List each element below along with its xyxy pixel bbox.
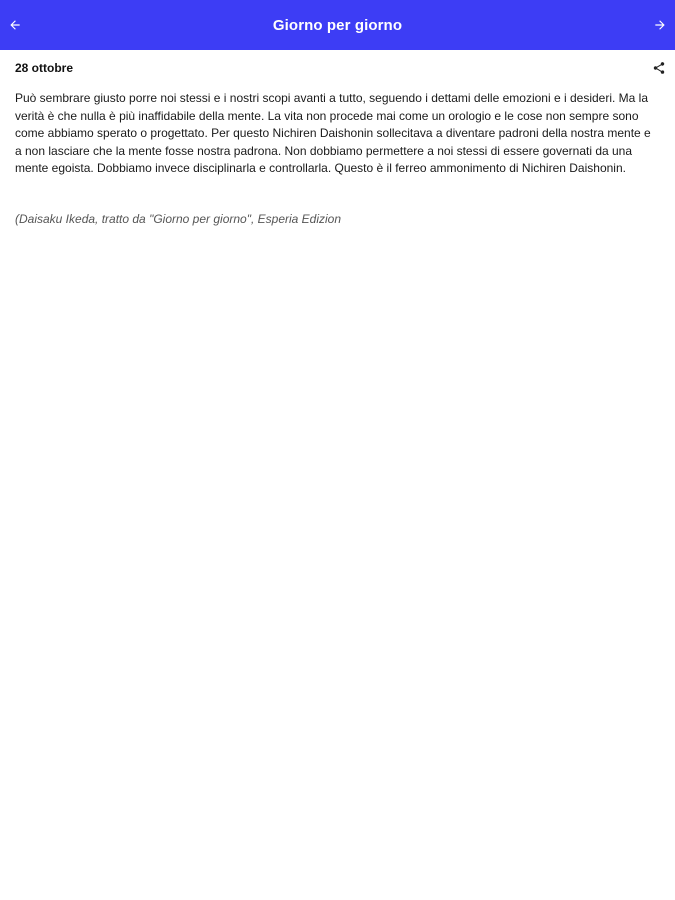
share-icon	[652, 61, 666, 75]
entry-content	[15, 50, 660, 226]
app-bar	[0, 0, 675, 50]
date-row	[15, 50, 660, 86]
arrow-right-icon	[653, 18, 667, 32]
page-title: Giorno per giorno	[272, 16, 403, 34]
entry-date: 28 ottobre	[15, 61, 74, 75]
entry-text: Può sembrare giusto porre noi stessi e i nostri scopi avanti a tutto, seguendo i dettami delle emozioni e i desideri. Ma la verità è che nulla è più inaffidabile della mente. La vita non procede mai come un orologio e le cose non sempre sono come abbiamo sperato o progettato. Per questo Nichiren Daishonin sollecitava a diventare padroni della nostra mente e a non lasciare che la mente fosse nostra padrona. Non dobbiamo permettere a noi stessi di essere governati da una mente egoista. Dobbiamo invece disciplinarla e controllarla. Questo è il ferreo ammonimento di Nichiren Daishonin.	[15, 91, 651, 176]
arrow-left-icon	[8, 18, 22, 32]
next-day-button[interactable]	[645, 0, 675, 50]
share-button[interactable]	[650, 59, 668, 77]
entry-citation: (Daisaku Ikeda, tratto da "Giorno per giorno", Esperia Edizion	[15, 211, 342, 226]
previous-day-button[interactable]	[0, 0, 30, 50]
